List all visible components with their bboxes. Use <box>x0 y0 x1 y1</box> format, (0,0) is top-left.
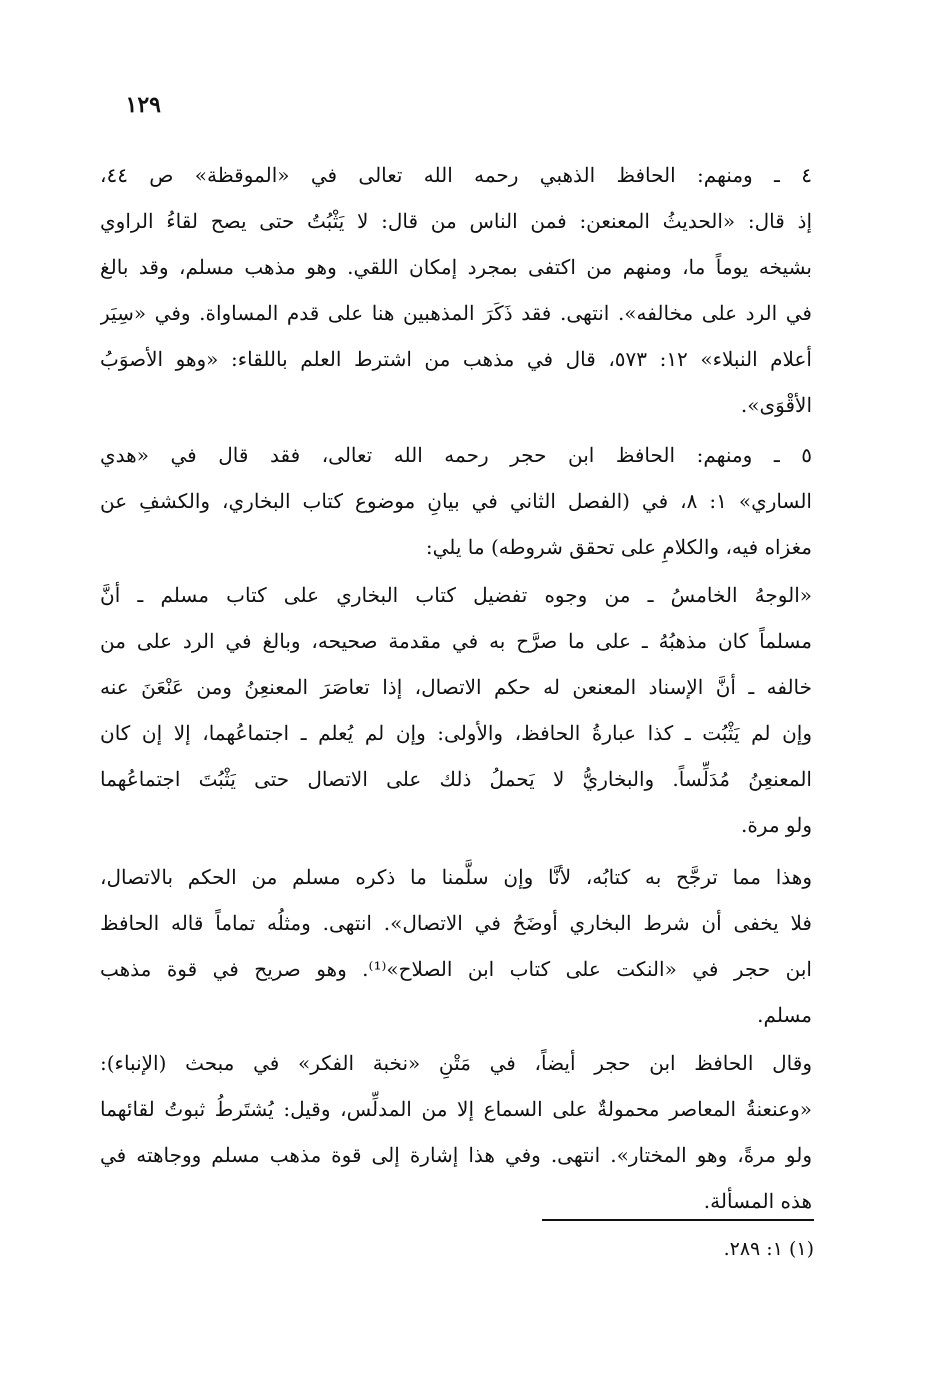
text-line: ٤ ـ ومنهم: الحافظ الذهبي رحمه الله تعالى في «الموقظة» ص ٤٤، <box>100 163 812 187</box>
text-line: «الوجهُ الخامسُ ـ من وجوه تفضيل كتاب البخاري على كتاب مسلم ـ أنَّ <box>100 583 812 607</box>
text-line: ٥ ـ ومنهم: الحافظ ابن حجر رحمه الله تعالى، فقد قال في «هدي <box>100 443 812 467</box>
footnote-divider <box>542 1219 814 1221</box>
paragraph-1 <box>100 152 812 428</box>
text-line: الساري» ١: ٨، في (الفصل الثاني في بيانِ موضوع كتاب البخاري، والكشفِ عن <box>100 489 812 513</box>
text-line: الأقْوَى». <box>740 393 812 417</box>
text-line: ابن حجر في «النكت على كتاب ابن الصلاح»⁽¹⁾. وهو صريح في قوة مذهب <box>100 957 812 981</box>
text-line: وهذا مما ترجَّح به كتابُه، لأنَّا وإن سلَّمنا ما ذكره مسلم من الحكم بالاتصال، <box>100 865 812 889</box>
text-line: ولو مرة. <box>740 813 812 837</box>
text-line: بشيخه يوماً ما، ومنهم من اكتفى بمجرد إمكان اللقي. وهو مذهب مسلم، وقد بالغ <box>100 255 812 279</box>
text-line: وقال الحافظ ابن حجر أيضاً، في مَتْنِ «نخبة الفكر» في مبحث (الإنباء): <box>100 1051 812 1075</box>
text-line: فلا يخفى أن شرط البخاري أوضَحُ في الاتصال». انتهى. ومثلُه تماماً قاله الحافظ <box>100 911 812 935</box>
text-line: خالفه ـ أنَّ الإسناد المعنعن له حكم الاتصال، إذا تعاصَرَ المعنعِنُ ومن عَنْعَنَ عنه <box>100 675 812 699</box>
text-line: في الرد على مخالفه». انتهى. فقد ذَكَرَ المذهبين هنا على قدم المساواة. وفي «سِيَر <box>100 301 812 325</box>
text-line: المعنعِنُ مُدَلِّساً. والبخاريُّ لا يَحملُ ذلك على الاتصال حتى يَثْبُتَ اجتماعُهما <box>100 767 812 791</box>
text-line: ولو مرةً، وهو المختار». انتهى. وفي هذا إشارة إلى قوة مذهب مسلم ووجاهته في <box>100 1143 812 1167</box>
text-line: مغزاه فيه، والكلامِ على تحقق شروطه) ما يلي: <box>425 535 812 559</box>
text-line: إذ قال: «الحديثُ المعنعن: فمن الناس من قال: لا يَثْبُتُ حتى يصح لقاءُ الراوي <box>100 209 812 233</box>
text-line: وإن لم يَثْبُت ـ كذا عبارةُ الحافظ، والأولى: وإن لم يُعلم ـ اجتماعُهما، إلا إن كان <box>100 721 812 745</box>
text-line: «وعنعنةُ المعاصر محمولةٌ على السماع إلا من المدلِّس، وقيل: يُشتَرطُ ثبوتُ لقائهما <box>100 1097 812 1121</box>
page-number: ١٢٩ <box>125 92 161 118</box>
text-line: مسلماً كان مذهبُهُ ـ على ما صرَّح به في مقدمة صحيحه، وبالغ في الرد على من <box>100 629 812 653</box>
footnote: (١) ١: ٢٨٩. <box>723 1238 814 1260</box>
paragraph-3 <box>100 572 812 848</box>
text-line: مسلم. <box>757 1003 812 1027</box>
paragraph-5 <box>100 1040 812 1224</box>
paragraph-2 <box>100 432 812 570</box>
text-line: أعلام النبلاء» ١٢: ٥٧٣، قال في مذهب من اشترط العلم باللقاء: «وهو الأصوَبُ <box>100 347 812 371</box>
paragraph-4 <box>100 854 812 1038</box>
text-line: هذه المسألة. <box>703 1189 812 1213</box>
